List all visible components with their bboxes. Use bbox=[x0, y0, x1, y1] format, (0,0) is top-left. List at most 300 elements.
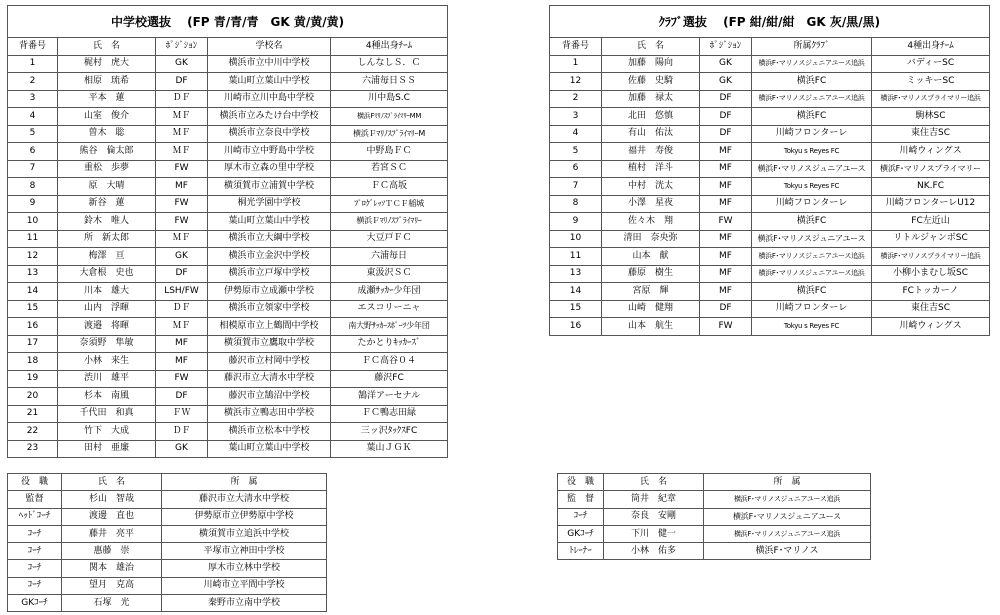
staff-role: ｺｰﾁ bbox=[8, 525, 62, 542]
position: MF bbox=[700, 230, 752, 248]
club-staff-table bbox=[557, 473, 871, 560]
origin-team: ＦＣ高坂 bbox=[331, 178, 448, 196]
school-name: 横浜市立みたけ台中学校 bbox=[208, 108, 331, 126]
origin-team: 大豆戸ＦＣ bbox=[331, 230, 448, 248]
club-name: 川崎フロンターレ bbox=[752, 125, 872, 143]
jersey-number: 12 bbox=[8, 248, 58, 266]
player-row bbox=[8, 335, 448, 353]
position: ＭＦ bbox=[156, 108, 208, 126]
header-school: 学校名 bbox=[208, 38, 331, 56]
staff-name: 奈良 安剛 bbox=[604, 508, 704, 525]
player-row bbox=[8, 143, 448, 161]
position: MF bbox=[700, 160, 752, 178]
player-row bbox=[8, 213, 448, 231]
jersey-number: 7 bbox=[8, 160, 58, 178]
staff-affiliation: 厚木市立林中学校 bbox=[162, 560, 327, 577]
header-name: 氏 名 bbox=[602, 38, 700, 56]
header-origin-team: 4種出身ﾁｰﾑ bbox=[331, 38, 448, 56]
position: MF bbox=[156, 178, 208, 196]
staff-row bbox=[8, 491, 327, 508]
origin-team: 川崎フロンターレU12 bbox=[872, 195, 990, 213]
player-row bbox=[8, 318, 448, 336]
origin-team: ＦＣ高谷０４ bbox=[331, 353, 448, 371]
staff-row bbox=[8, 508, 327, 525]
player-row bbox=[550, 318, 990, 336]
header-position: ﾎﾟｼﾞｼｮﾝ bbox=[156, 38, 208, 56]
staff-role: ﾍｯﾄﾞｺｰﾁ bbox=[8, 508, 62, 525]
club-name: Tokyu s Reyes FC bbox=[752, 143, 872, 161]
middle-school-roster-body bbox=[8, 55, 448, 458]
jersey-number: 13 bbox=[550, 265, 602, 283]
player-row bbox=[8, 230, 448, 248]
club-name: 横浜FC bbox=[752, 283, 872, 301]
staff-role: ｺｰﾁ bbox=[8, 577, 62, 594]
origin-team: たかとりｷｯｶｰｽﾞ bbox=[331, 335, 448, 353]
player-row bbox=[550, 143, 990, 161]
player-row bbox=[8, 300, 448, 318]
header-number: 背番号 bbox=[550, 38, 602, 56]
position: ＤＦ bbox=[156, 90, 208, 108]
position: DF bbox=[156, 388, 208, 406]
jersey-number: 17 bbox=[8, 335, 58, 353]
player-name: 植村 洋斗 bbox=[602, 160, 700, 178]
position: FW bbox=[156, 195, 208, 213]
jersey-number: 23 bbox=[8, 440, 58, 458]
school-name: 横浜市立奈良中学校 bbox=[208, 125, 331, 143]
position: FW bbox=[700, 318, 752, 336]
player-row bbox=[8, 265, 448, 283]
player-name: 熊谷 倫太郎 bbox=[58, 143, 156, 161]
player-name: 梶村 虎大 bbox=[58, 55, 156, 73]
jersey-number: 8 bbox=[550, 195, 602, 213]
jersey-number: 6 bbox=[8, 143, 58, 161]
jersey-number: 14 bbox=[8, 283, 58, 301]
position: GK bbox=[156, 248, 208, 266]
player-name: 小林 来生 bbox=[58, 353, 156, 371]
player-row bbox=[8, 125, 448, 143]
player-row bbox=[550, 178, 990, 196]
jersey-number: 9 bbox=[8, 195, 58, 213]
origin-team: 東汲沢ＳＣ bbox=[331, 265, 448, 283]
jersey-number: 11 bbox=[8, 230, 58, 248]
position: ＦＷ bbox=[156, 405, 208, 423]
club-name: 横浜F･マリノスジュニアユース追浜 bbox=[752, 265, 872, 283]
player-row bbox=[550, 160, 990, 178]
club-name: 横浜F･マリノスジュニアユース bbox=[752, 230, 872, 248]
position: GK bbox=[700, 55, 752, 73]
origin-team: 川崎ウィングス bbox=[872, 318, 990, 336]
origin-team: 藤沢FC bbox=[331, 370, 448, 388]
club-name: 横浜F･マリノスジュニアユース bbox=[752, 160, 872, 178]
school-name: 横須賀市立鷹取中学校 bbox=[208, 335, 331, 353]
origin-team: 横浜ＦﾏﾘﾉｽﾌﾟﾗｲﾏﾘｰМ bbox=[331, 125, 448, 143]
origin-team: 中野島ＦＣ bbox=[331, 143, 448, 161]
player-name: 奈須野 隼敏 bbox=[58, 335, 156, 353]
header-position: ﾎﾟｼﾞｼｮﾝ bbox=[700, 38, 752, 56]
header-affiliation: 所 属 bbox=[162, 474, 327, 491]
player-name: 大倉根 史也 bbox=[58, 265, 156, 283]
club-name: Tokyu s Reyes FC bbox=[752, 178, 872, 196]
middle-school-staff-body bbox=[8, 491, 327, 612]
school-name: 藤沢市立鵠沼中学校 bbox=[208, 388, 331, 406]
header-name: 氏 名 bbox=[604, 474, 704, 491]
jersey-number: 12 bbox=[550, 73, 602, 91]
position: MF bbox=[156, 335, 208, 353]
header-origin-team: 4種出身ﾁｰﾑ bbox=[872, 38, 990, 56]
player-row bbox=[550, 108, 990, 126]
staff-row bbox=[8, 595, 327, 612]
position: GK bbox=[700, 73, 752, 91]
player-name: 所 新太郎 bbox=[58, 230, 156, 248]
player-name: 杉本 南風 bbox=[58, 388, 156, 406]
staff-row bbox=[558, 525, 871, 542]
school-name: 横浜市立金沢中学校 bbox=[208, 248, 331, 266]
jersey-number: 16 bbox=[8, 318, 58, 336]
header-role: 役 職 bbox=[8, 474, 62, 491]
position: MF bbox=[156, 353, 208, 371]
jersey-number: 5 bbox=[550, 143, 602, 161]
player-name: 佐藤 史騎 bbox=[602, 73, 700, 91]
school-name: 伊勢原市立成瀬中学校 bbox=[208, 283, 331, 301]
staff-affiliation: 横浜F･マリノスジュニアユース追浜 bbox=[704, 491, 871, 508]
club-roster-body bbox=[550, 55, 990, 335]
school-name: 川崎市立川中島中学校 bbox=[208, 90, 331, 108]
jersey-number: 4 bbox=[8, 108, 58, 126]
position: FW bbox=[156, 370, 208, 388]
position: MF bbox=[700, 143, 752, 161]
origin-team: 横浜F･マリノスプライマリー追浜 bbox=[872, 90, 990, 108]
roster-header-row bbox=[550, 38, 990, 56]
jersey-number: 10 bbox=[550, 230, 602, 248]
player-row bbox=[8, 160, 448, 178]
staff-header-row bbox=[8, 474, 327, 491]
club-title: ｸﾗﾌﾞ選抜 (FP 紺/紺/紺 GK 灰/黒/黒) bbox=[550, 6, 990, 38]
club-name: 横浜F･マリノスジュニアユース追浜 bbox=[752, 55, 872, 73]
staff-name: 関本 雄治 bbox=[62, 560, 162, 577]
player-row bbox=[8, 283, 448, 301]
player-name: 清田 奈央弥 bbox=[602, 230, 700, 248]
staff-row bbox=[558, 491, 871, 508]
club-name: 川崎フロンターレ bbox=[752, 300, 872, 318]
staff-affiliation: 横浜F･マリノス bbox=[704, 543, 871, 560]
origin-team: 川崎ウィングス bbox=[872, 143, 990, 161]
jersey-number: 15 bbox=[550, 300, 602, 318]
roster-header-row bbox=[8, 38, 448, 56]
origin-team: 鵠洋アーセナル bbox=[331, 388, 448, 406]
player-row bbox=[8, 108, 448, 126]
club-name: 川崎フロンターレ bbox=[752, 195, 872, 213]
jersey-number: 3 bbox=[550, 108, 602, 126]
staff-row bbox=[558, 543, 871, 560]
staff-affiliation: 横浜F･マリノスジュニアユース追浜 bbox=[704, 525, 871, 542]
position: DF bbox=[700, 90, 752, 108]
jersey-number: 14 bbox=[550, 283, 602, 301]
player-row bbox=[550, 55, 990, 73]
staff-name: 惠藤 崇 bbox=[62, 543, 162, 560]
player-row bbox=[8, 73, 448, 91]
player-row bbox=[550, 283, 990, 301]
origin-team: 横浜F･マリノスプライマリー追浜 bbox=[872, 248, 990, 266]
player-name: 宮原 輝 bbox=[602, 283, 700, 301]
player-name: 新谷 蓮 bbox=[58, 195, 156, 213]
player-row bbox=[8, 55, 448, 73]
roster-title-row bbox=[550, 6, 990, 38]
player-name: 千代田 和真 bbox=[58, 405, 156, 423]
school-name: 藤沢市立大清水中学校 bbox=[208, 370, 331, 388]
player-row bbox=[8, 440, 448, 458]
player-row bbox=[550, 213, 990, 231]
school-name: 横浜市立戸塚中学校 bbox=[208, 265, 331, 283]
staff-name: 小林 佑多 bbox=[604, 543, 704, 560]
player-name: 山本 航生 bbox=[602, 318, 700, 336]
player-name: 山崎 健翔 bbox=[602, 300, 700, 318]
club-roster-table bbox=[549, 5, 990, 336]
player-name: 竹下 大成 bbox=[58, 423, 156, 441]
header-club: 所属ｸﾗﾌﾞ bbox=[752, 38, 872, 56]
player-name: 藤原 樹生 bbox=[602, 265, 700, 283]
school-name: 横浜市立大綱中学校 bbox=[208, 230, 331, 248]
player-name: 梅澤 亘 bbox=[58, 248, 156, 266]
player-row bbox=[550, 248, 990, 266]
club-name: 横浜FC bbox=[752, 108, 872, 126]
player-name: 山室 俊介 bbox=[58, 108, 156, 126]
position: DF bbox=[156, 265, 208, 283]
player-row bbox=[550, 125, 990, 143]
school-name: 藤沢市立村岡中学校 bbox=[208, 353, 331, 371]
origin-team: 東住吉SC bbox=[872, 300, 990, 318]
player-name: 山内 浮暉 bbox=[58, 300, 156, 318]
origin-team: FCトッカーノ bbox=[872, 283, 990, 301]
school-name: 葉山町立葉山中学校 bbox=[208, 73, 331, 91]
club-staff-body bbox=[558, 491, 871, 560]
player-row bbox=[8, 248, 448, 266]
player-name: 重松 歩夢 bbox=[58, 160, 156, 178]
player-name: 小澤 星夜 bbox=[602, 195, 700, 213]
school-name: 相模原市立上鶴間中学校 bbox=[208, 318, 331, 336]
jersey-number: 11 bbox=[550, 248, 602, 266]
school-name: 横浜市立松本中学校 bbox=[208, 423, 331, 441]
staff-role: ｺｰﾁ bbox=[8, 543, 62, 560]
header-role: 役 職 bbox=[558, 474, 604, 491]
staff-name: 望月 克高 bbox=[62, 577, 162, 594]
position: FW bbox=[156, 160, 208, 178]
staff-name: 下川 健一 bbox=[604, 525, 704, 542]
roster-title-row bbox=[8, 6, 448, 38]
origin-team: バディーSC bbox=[872, 55, 990, 73]
jersey-number: 19 bbox=[8, 370, 58, 388]
player-name: 平本 蓮 bbox=[58, 90, 156, 108]
position: MF bbox=[700, 283, 752, 301]
jersey-number: 7 bbox=[550, 178, 602, 196]
position: MF bbox=[700, 195, 752, 213]
player-row bbox=[8, 178, 448, 196]
staff-affiliation: 横浜F･マリノスジュニアユース bbox=[704, 508, 871, 525]
player-row bbox=[550, 265, 990, 283]
staff-row bbox=[8, 560, 327, 577]
origin-team: 南大野ｻｯｶｰｽﾎﾟｰﾂ少年団 bbox=[331, 318, 448, 336]
club-name: Tokyu s Reyes FC bbox=[752, 318, 872, 336]
origin-team: しんなしＳ．Ｃ bbox=[331, 55, 448, 73]
jersey-number: 18 bbox=[8, 353, 58, 371]
staff-row bbox=[8, 525, 327, 542]
position: ＭＦ bbox=[156, 230, 208, 248]
player-row bbox=[550, 73, 990, 91]
staff-name: 石塚 光 bbox=[62, 595, 162, 612]
position: ＤＦ bbox=[156, 423, 208, 441]
player-name: 川本 雄大 bbox=[58, 283, 156, 301]
player-row bbox=[8, 423, 448, 441]
origin-team: 若宮ＳＣ bbox=[331, 160, 448, 178]
origin-team: 葉山ＪＧＫ bbox=[331, 440, 448, 458]
player-name: 加藤 禄太 bbox=[602, 90, 700, 108]
player-name: 佐々木 翔 bbox=[602, 213, 700, 231]
staff-role: 監 督 bbox=[558, 491, 604, 508]
origin-team: NK.FC bbox=[872, 178, 990, 196]
player-row bbox=[8, 405, 448, 423]
origin-team: ミッキーSC bbox=[872, 73, 990, 91]
origin-team: FC左近山 bbox=[872, 213, 990, 231]
origin-team: 横浜Ｆﾏﾘﾉｽﾌﾟﾗｲﾏﾘｰ bbox=[331, 213, 448, 231]
jersey-number: 21 bbox=[8, 405, 58, 423]
player-name: 加藤 陽向 bbox=[602, 55, 700, 73]
origin-team: 六浦毎日ＳＳ bbox=[331, 73, 448, 91]
position: ＭＦ bbox=[156, 125, 208, 143]
school-name: 川崎市立中野島中学校 bbox=[208, 143, 331, 161]
player-name: 曽木 聡 bbox=[58, 125, 156, 143]
header-affiliation: 所 属 bbox=[704, 474, 871, 491]
position: GK bbox=[156, 55, 208, 73]
player-name: 鈴木 唯人 bbox=[58, 213, 156, 231]
jersey-number: 8 bbox=[8, 178, 58, 196]
origin-team: ﾌﾟﾛｸﾞﾚｯｿＴＣＦ稲城 bbox=[331, 195, 448, 213]
origin-team: 三ッ沢ﾀｯｸｽFC bbox=[331, 423, 448, 441]
club-name: 横浜F･マリノスジュニアユース追浜 bbox=[752, 90, 872, 108]
position: FW bbox=[700, 213, 752, 231]
origin-team: リトルジャンボSC bbox=[872, 230, 990, 248]
staff-role: ｺｰﾁ bbox=[558, 508, 604, 525]
jersey-number: 2 bbox=[550, 90, 602, 108]
player-row bbox=[8, 353, 448, 371]
header-name: 氏 名 bbox=[62, 474, 162, 491]
position: DF bbox=[700, 125, 752, 143]
player-name: 渡邉 将暉 bbox=[58, 318, 156, 336]
origin-team: 横浜F･マリノスプライマリー bbox=[872, 160, 990, 178]
jersey-number: 2 bbox=[8, 73, 58, 91]
staff-role: ｺｰﾁ bbox=[8, 560, 62, 577]
player-name: 相原 琉希 bbox=[58, 73, 156, 91]
staff-role: 監督 bbox=[8, 491, 62, 508]
jersey-number: 22 bbox=[8, 423, 58, 441]
staff-role: GKｺｰﾁ bbox=[558, 525, 604, 542]
player-name: 田村 亜廉 bbox=[58, 440, 156, 458]
player-row bbox=[8, 388, 448, 406]
middle-school-roster-table bbox=[7, 5, 448, 458]
jersey-number: 1 bbox=[550, 55, 602, 73]
header-name: 氏 名 bbox=[58, 38, 156, 56]
player-row bbox=[550, 90, 990, 108]
staff-row bbox=[8, 543, 327, 560]
position: DF bbox=[700, 108, 752, 126]
player-row bbox=[8, 90, 448, 108]
staff-name: 渡邊 直也 bbox=[62, 508, 162, 525]
jersey-number: 15 bbox=[8, 300, 58, 318]
origin-team: 駒林SC bbox=[872, 108, 990, 126]
jersey-number: 4 bbox=[550, 125, 602, 143]
position: ＭＦ bbox=[156, 143, 208, 161]
position: MF bbox=[700, 248, 752, 266]
position: MF bbox=[700, 265, 752, 283]
staff-row bbox=[8, 577, 327, 594]
player-row bbox=[8, 195, 448, 213]
jersey-number: 3 bbox=[8, 90, 58, 108]
player-name: 原 大晴 bbox=[58, 178, 156, 196]
jersey-number: 13 bbox=[8, 265, 58, 283]
staff-role: GKｺｰﾁ bbox=[8, 595, 62, 612]
club-name: 横浜F･マリノスジュニアユース追浜 bbox=[752, 248, 872, 266]
origin-team: 成瀬ｻｯｶｰ少年団 bbox=[331, 283, 448, 301]
staff-row bbox=[558, 508, 871, 525]
school-name: 横浜市立領家中学校 bbox=[208, 300, 331, 318]
staff-role: ﾄﾚｰﾅｰ bbox=[558, 543, 604, 560]
jersey-number: 20 bbox=[8, 388, 58, 406]
origin-team: 川中島S.C bbox=[331, 90, 448, 108]
origin-team: 東住吉SC bbox=[872, 125, 990, 143]
header-number: 背番号 bbox=[8, 38, 58, 56]
player-row bbox=[550, 230, 990, 248]
player-name: 山本 献 bbox=[602, 248, 700, 266]
staff-affiliation: 横須賀市立追浜中学校 bbox=[162, 525, 327, 542]
jersey-number: 16 bbox=[550, 318, 602, 336]
origin-team: 横浜FﾏﾘﾉｽﾌﾟﾗｲﾏﾘｰMM bbox=[331, 108, 448, 126]
staff-name: 筒井 紀章 bbox=[604, 491, 704, 508]
position: LSH/FW bbox=[156, 283, 208, 301]
staff-name: 藤井 亮平 bbox=[62, 525, 162, 542]
staff-name: 杉山 智哉 bbox=[62, 491, 162, 508]
jersey-number: 6 bbox=[550, 160, 602, 178]
school-name: 横浜市立鴨志田中学校 bbox=[208, 405, 331, 423]
player-name: 渋川 雄平 bbox=[58, 370, 156, 388]
player-row bbox=[550, 195, 990, 213]
staff-affiliation: 平塚市立神田中学校 bbox=[162, 543, 327, 560]
position: DF bbox=[156, 73, 208, 91]
player-name: 北田 悠慎 bbox=[602, 108, 700, 126]
staff-affiliation: 藤沢市立大清水中学校 bbox=[162, 491, 327, 508]
origin-team: エスコリーニャ bbox=[331, 300, 448, 318]
school-name: 横須賀市立浦賀中学校 bbox=[208, 178, 331, 196]
position: ＤＦ bbox=[156, 300, 208, 318]
staff-affiliation: 川崎市立平間中学校 bbox=[162, 577, 327, 594]
school-name: 葉山町立葉山中学校 bbox=[208, 440, 331, 458]
school-name: 横浜市立中川中学校 bbox=[208, 55, 331, 73]
club-name: 横浜FC bbox=[752, 213, 872, 231]
position: FW bbox=[156, 213, 208, 231]
origin-team: 六浦毎日 bbox=[331, 248, 448, 266]
staff-header-row bbox=[558, 474, 871, 491]
player-row bbox=[550, 300, 990, 318]
school-name: 厚木市立森の里中学校 bbox=[208, 160, 331, 178]
middle-school-title: 中学校選抜 (FP 青/青/青 GK 黄/黄/黄) bbox=[8, 6, 448, 38]
staff-affiliation: 伊勢原市立伊勢原中学校 bbox=[162, 508, 327, 525]
origin-team: ＦＣ鴨志田緑 bbox=[331, 405, 448, 423]
position: ＭＦ bbox=[156, 318, 208, 336]
player-name: 有山 佑汰 bbox=[602, 125, 700, 143]
jersey-number: 1 bbox=[8, 55, 58, 73]
player-name: 福井 寿俊 bbox=[602, 143, 700, 161]
player-name: 中村 洸太 bbox=[602, 178, 700, 196]
player-row bbox=[8, 370, 448, 388]
school-name: 葉山町立葉山中学校 bbox=[208, 213, 331, 231]
position: GK bbox=[156, 440, 208, 458]
